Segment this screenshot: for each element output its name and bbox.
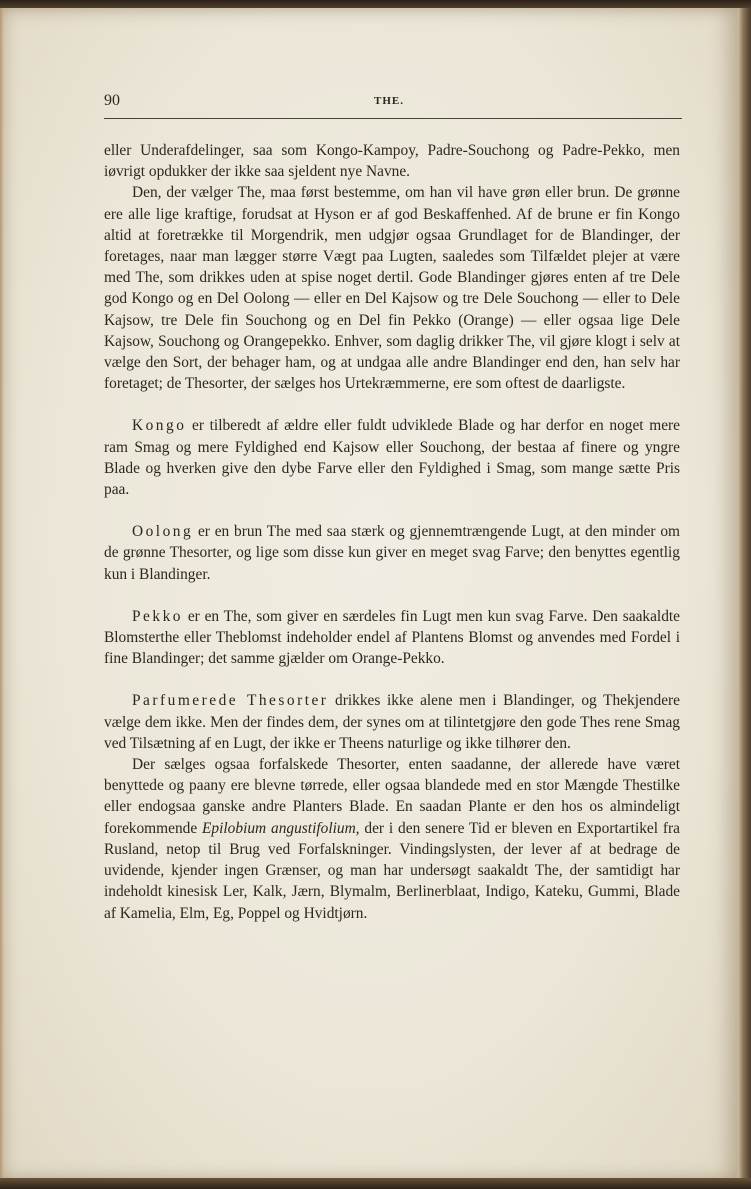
paragraph-oolong [104,521,680,585]
binding-bottom [0,1178,751,1189]
paragraph-kongo [104,415,680,500]
pekko-text: er en The, som giver en særdeles fin Lugt men kun svag Farve. Den saakaldte Blomsterthe eller Theblomst indeholder endel af Plantens Blomst og anvendes med Fordel i fine Blandinger; det samme gjælder om Orange-Pekko. [104,607,680,668]
paragraph-2-text: Den, der vælger The, maa først bestemme, om han vil have grøn eller brun. De grønne ere alle lige kraftige, forudsat at Hyson er af god Beskaffenhed. Af de brune er fin Kongo altid at foretrække til Morgendrik, men udgjør ogsaa Grundlaget for de Blandinger, der foretages, naar man lægger større Vægt paa Lugten, saaledes som Tilfældet plejer at være med The, som drikkes uden at spise noget dertil. Gode Blandinger gjøres enten af tre Dele god Kongo og en Del Oolong — eller en Del Kajsow og tre Dele Souchong — eller to Dele Kajsow, tre Dele fin Souchong og en Del fin Pekko (Orange) — eller ogsaa lige Dele Kajsow, Souchong og Orangepekko. Enhver, som daglig drikker The, vil gjøre klogt i selv at vælge den Sort, der behager ham, og at undgaa alle andre Blandinger end den, han selv har foretaget; de Thesorter, der sælges hos Urtekræmmerne, ere som oftest de daarligste. [104,184,680,393]
page-left-edge [0,8,4,1180]
page-fore-edge [738,8,751,1180]
body-text [104,140,680,924]
pekko-term: Pekko [132,607,183,625]
kongo-term: Kongo [132,417,187,435]
paragraph-1-text: eller Underafdelinger, saa som Kongo-Kampoy, Padre-Souchong og Padre-Pekko, men iøvrigt opdukker der ikke saa sjeldent nye Navne. [104,142,680,181]
paragraph-2 [104,182,680,394]
epilobium-name: Epilobium angustifolium, [202,819,360,837]
running-title: THE. [374,95,404,107]
paragraph-1 [104,140,680,182]
parfumerede-term: Parfumerede Thesorter [132,692,329,710]
paragraph-forfalskede [104,754,680,924]
forfalskede-text-after: der i den senere Tid er bleven en Exportartikel fra Rusland, netop til Brug ved Forfalskninger. Vindingslysten, der lever af at bedrage de uvidende, kjender ingen Grænser, og man har undersøgt saakaldt The, der samtidigt har indeholdt kinesisk Ler, Kalk, Jærn, Blymalm, Berlinerblaat, Indigo, Kateku, Gummi, Blade af Kamelia, Elm, Eg, Poppel og Hvidtjørn. [104,819,680,922]
page-number: 90 [104,92,120,109]
paragraph-parfumerede [104,690,680,754]
forfalskede-text-before: Der sælges ogsaa forfalskede Thesorter, enten saadanne, der allerede have været benyttede og paany ere blevne tørrede, eller ogsaa blandede med en stor Mængde Thestilke eller endogsaa ganske andre Planters Blade. En saadan Plante er den hos os almindeligt forekommende [104,756,680,837]
oolong-term: Oolong [132,523,194,541]
paragraph-pekko [104,606,680,670]
running-header [104,92,682,119]
kongo-text: er tilberedt af ældre eller fuldt udviklede Blade og har derfor en noget mere ram Smag og mere Fyldighed end Kajsow eller Souchong, der bestaa af finere og yngre Blade og hverken give den dybe Farve eller den Fyldighed i Smag, som mange sætte Pris paa. [104,417,680,499]
oolong-text: er en brun The med saa stærk og gjennemtrængende Lugt, at den minder om de grønne Thesorter, og lige som disse kun giver en meget svag Farve; den benyttes egentlig kun i Blandinger. [104,523,680,583]
parfumerede-text: drikkes ikke alene men i Blandinger, og Thekjendere vælge dem ikke. Men der findes dem, der synes om at tilintetgjøre den gode Thes rene Smag ved Tilsætning af en Lugt, der ikke er Theens naturlige og ikke tilhører den. [104,692,680,752]
